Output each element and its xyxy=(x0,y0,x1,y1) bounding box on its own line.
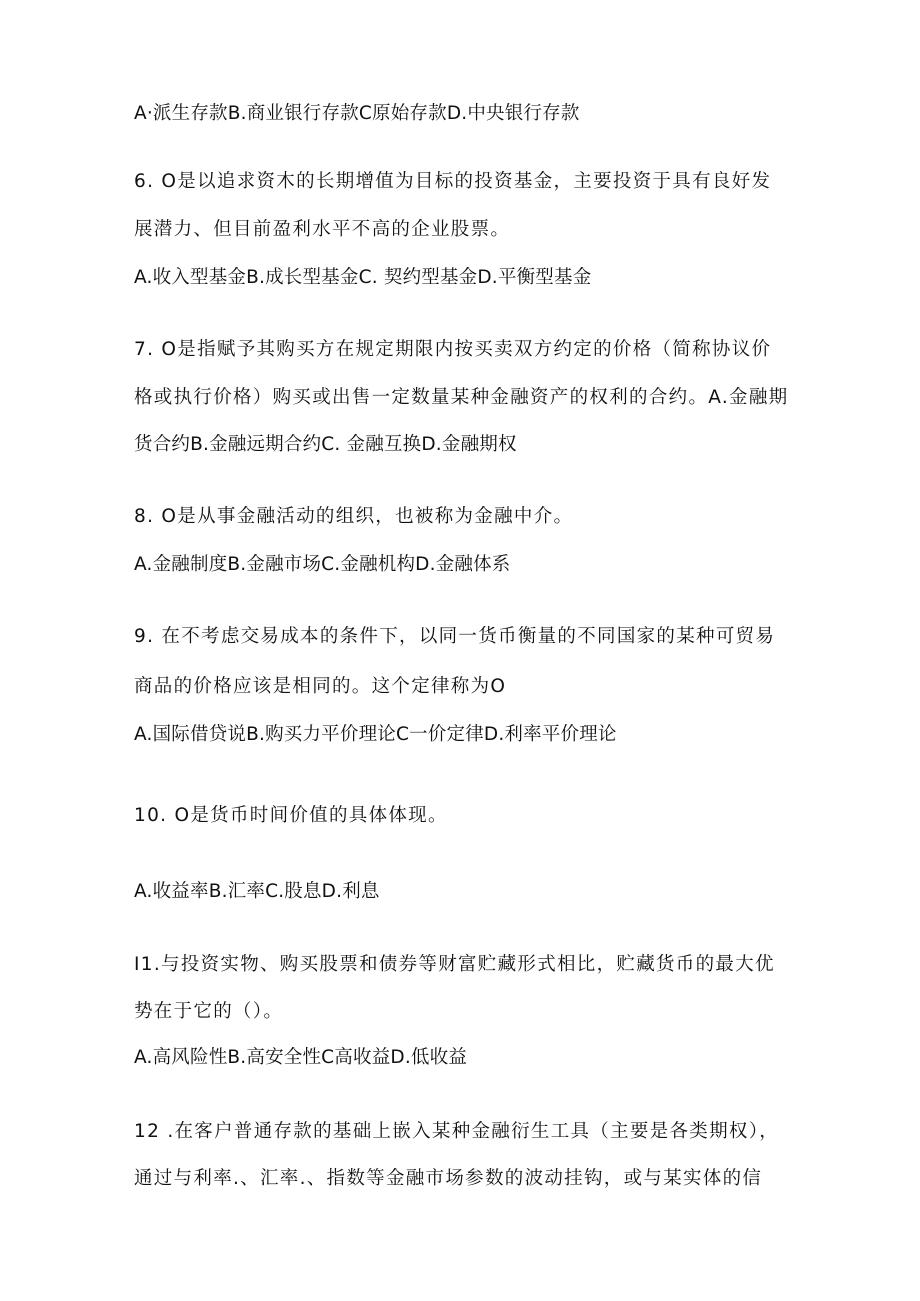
question-12-line-2: 通过与利率.、汇率.、指数等金融市场参数的波动挂钩，或与某实体的信 xyxy=(134,1168,763,1189)
answer-options-q8: A.金融制度B.金融市场C.金融机构D.金融体系 xyxy=(134,554,511,575)
answer-options-q10: A.收益率B.汇率C.股息D.利息 xyxy=(134,881,380,902)
question-12-line-1: 12 .在客户普通存款的基础上嵌入某种金融衍生工具（主要是各类期权）， xyxy=(134,1121,780,1142)
question-7-line-2: 格或执行价格）购买或出售一定数量某种金融资产的权利的合约。A.金融期 xyxy=(134,387,789,408)
question-9-line-1: 9. 在不考虑交易成本的条件下，以同一货币衡量的不同国家的某种可贸易 xyxy=(134,626,776,647)
question-7-line-3: 货合约B.金融远期合约C. 金融互换D.金融期权 xyxy=(134,434,517,455)
question-10: 10. O是货币时间价值的具体体现。 xyxy=(134,805,448,826)
question-6-line-2: 展潜力、但目前盈利水平不高的企业股票。 xyxy=(134,219,511,240)
question-11-line-2: 势在于它的（）。 xyxy=(134,1001,284,1022)
question-7-line-1: 7. O是指赋予其购买方在规定期限内按买卖双方约定的价格（简称协议价 xyxy=(134,339,772,360)
question-11-line-1: I1.与投资实物、购买股票和债券等财富贮藏形式相比，贮藏货币的最大优 xyxy=(134,954,775,975)
answer-options-q9: A.国际借贷说B.购买力平价理论C一价定律D.利率平价理论 xyxy=(134,724,617,745)
answer-options-q5: A·派生存款B.商业银行存款C原始存款D.中央银行存款 xyxy=(134,103,580,124)
answer-options-q6: A.收入型基金B.成长型基金C. 契约型基金D.平衡型基金 xyxy=(134,267,592,288)
question-6-line-1: 6. O是以追求资木的长期增值为目标的投资基金，主要投资于具有良好发 xyxy=(134,171,772,192)
question-9-line-2: 商品的价格应该是相同的。这个定律称为O xyxy=(134,676,507,697)
answer-options-q11: A.高风险性B.高安全性C高收益D.低收益 xyxy=(134,1047,468,1068)
question-8: 8. O是从事金融活动的组织，也被称为金融中介。 xyxy=(134,506,574,527)
